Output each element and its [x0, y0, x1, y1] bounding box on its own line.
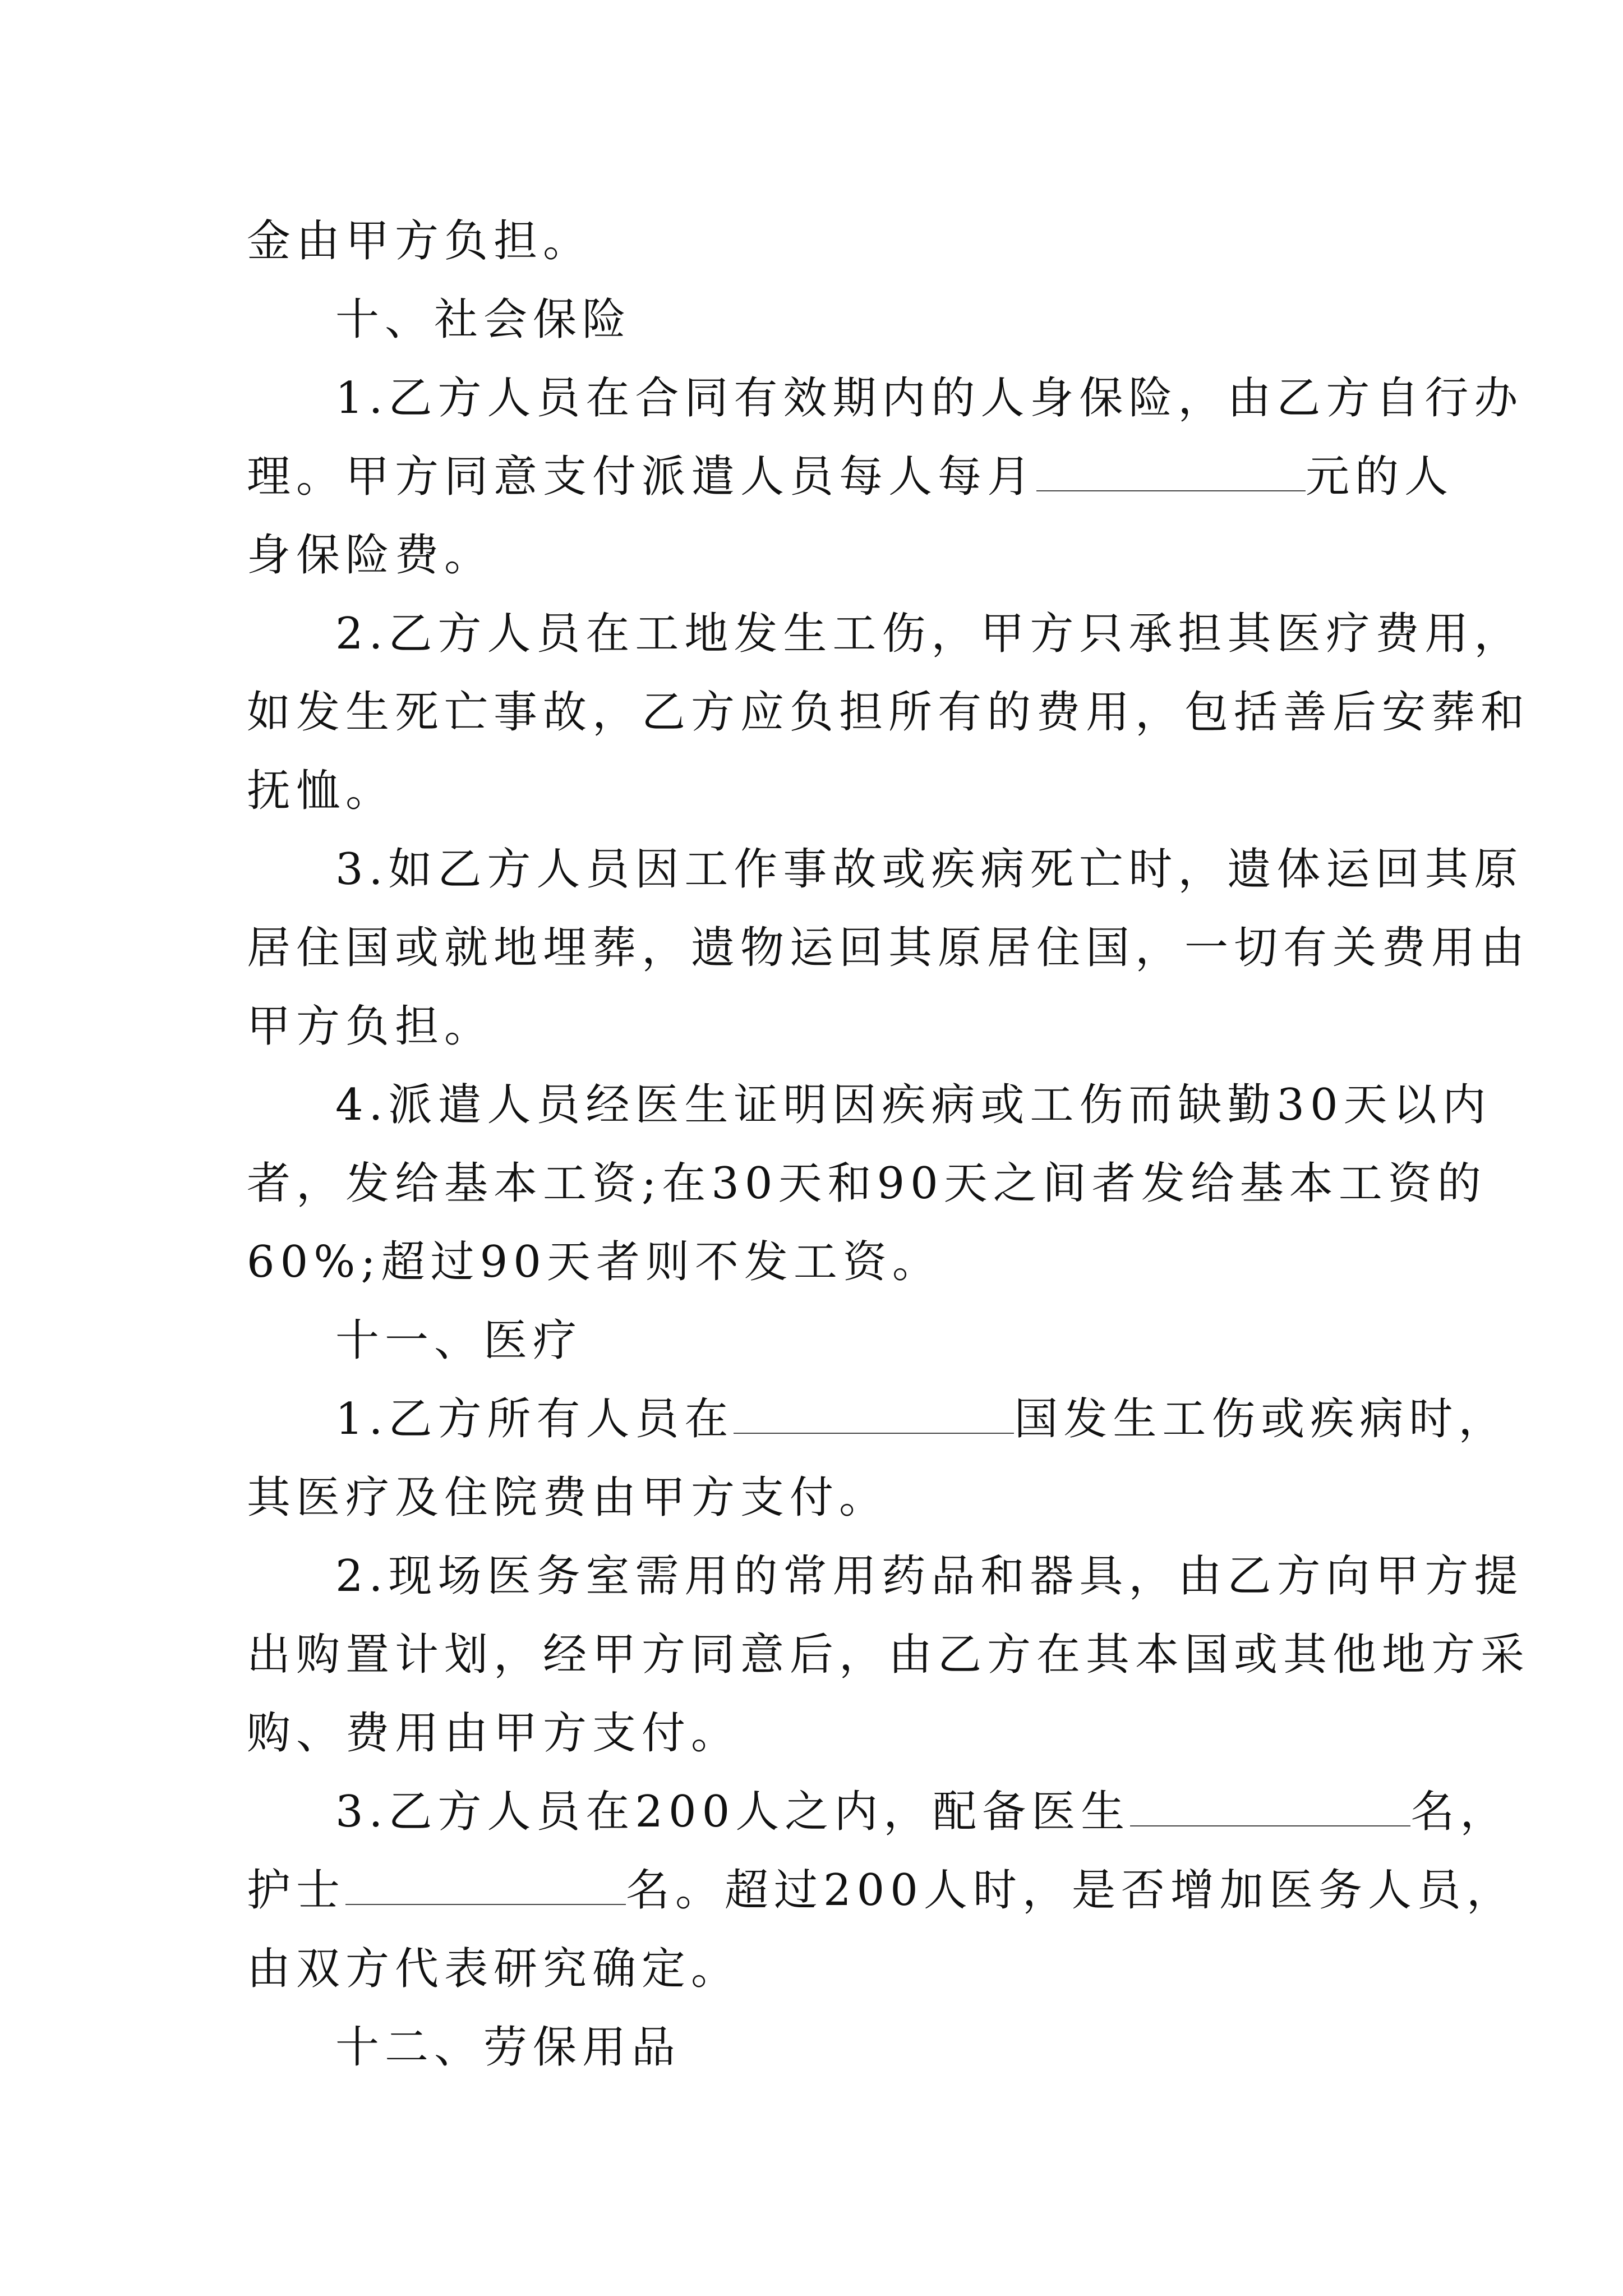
section-heading-11	[335, 1310, 582, 1372]
heading-text: 十二、劳保用品	[335, 2022, 681, 2073]
text-line: 60%;超过90天者则不发工资。	[247, 1237, 942, 1287]
text-line: 2.乙方人员在工地发生工伤，甲方只承担其医疗费用，	[335, 609, 1524, 659]
text-line: 2.现场医务室需用的常用药品和器具，由乙方向甲方提	[335, 1551, 1524, 1602]
heading-text: 十一、医疗	[335, 1315, 583, 1366]
fill-in-blank	[345, 1862, 626, 1905]
text-line: 1.乙方人员在合同有效期内的人身保险，由乙方自行办	[335, 373, 1524, 424]
text-line: 购、费用由甲方支付。	[247, 1708, 741, 1759]
text-line: 理。甲方同意支付派遣人员每人每月	[247, 452, 1037, 502]
text-line: 3.乙方人员在200人之内，配备医生	[335, 1787, 1131, 1837]
paragraph-line	[247, 1860, 1516, 1921]
paragraph-line	[247, 210, 592, 272]
text-line: 名。超过200人时，是否增加医务人员，	[626, 1865, 1516, 1916]
paragraph-line	[335, 603, 1523, 665]
section-heading-10	[335, 289, 631, 351]
text-line: 由双方代表研究确定。	[247, 1944, 741, 1994]
section-heading-12	[335, 2017, 681, 2078]
paragraph-line	[247, 682, 1530, 743]
paragraph-line	[335, 1074, 1492, 1136]
text-line: 3.如乙方人员因工作事故或疾病死亡时，遗体运回其原	[335, 844, 1524, 895]
paragraph-line	[335, 839, 1523, 900]
text-line: 出购置计划，经甲方同意后，由乙方在其本国或其他地方采	[247, 1630, 1530, 1680]
paragraph-line	[247, 917, 1530, 979]
text-line: 金由甲方负担。	[247, 216, 593, 266]
paragraph-line	[247, 1467, 888, 1529]
text-line: 者，发给基本工资;在30天和90天之间者发给基本工资的	[247, 1158, 1487, 1209]
text-line: 抚恤。	[247, 766, 395, 816]
paragraph-line	[335, 367, 1523, 429]
text-line: 其医疗及住院费由甲方支付。	[247, 1473, 889, 1523]
text-line: 如发生死亡事故，乙方应负担所有的费用，包括善后安葬和	[247, 687, 1530, 738]
text-line: 元的人	[1306, 452, 1454, 502]
fill-in-blank	[1036, 449, 1306, 491]
text-line: 国发生工伤或疾病时，	[1014, 1394, 1508, 1444]
text-line: 1.乙方所有人员在	[335, 1394, 734, 1444]
text-line: 居住国或就地埋葬，遗物运回其原居住国，一切有关费用由	[247, 923, 1530, 973]
paragraph-line	[247, 524, 494, 586]
text-line: 甲方负担。	[247, 1001, 494, 1052]
fill-in-blank	[734, 1391, 1014, 1434]
text-line: 4.派遣人员经医生证明因疾病或工伤而缺勤30天以内	[335, 1080, 1492, 1130]
paragraph-line	[247, 760, 395, 822]
paragraph-line	[247, 1624, 1530, 1686]
heading-text: 十、社会保险	[335, 295, 632, 345]
paragraph-line	[247, 446, 1454, 508]
fill-in-blank	[1130, 1784, 1410, 1826]
paragraph-line	[335, 1781, 1509, 1843]
paragraph-line	[247, 1938, 740, 2000]
text-line: 身保险费。	[247, 530, 494, 581]
paragraph-line	[247, 1231, 942, 1293]
paragraph-line	[247, 1703, 740, 1764]
paragraph-line	[335, 1545, 1523, 1607]
paragraph-line	[335, 1388, 1507, 1450]
paragraph-line	[247, 1153, 1487, 1214]
text-line: 名，	[1410, 1787, 1510, 1837]
paragraph-line	[247, 996, 494, 1057]
text-line: 护士	[247, 1865, 346, 1916]
